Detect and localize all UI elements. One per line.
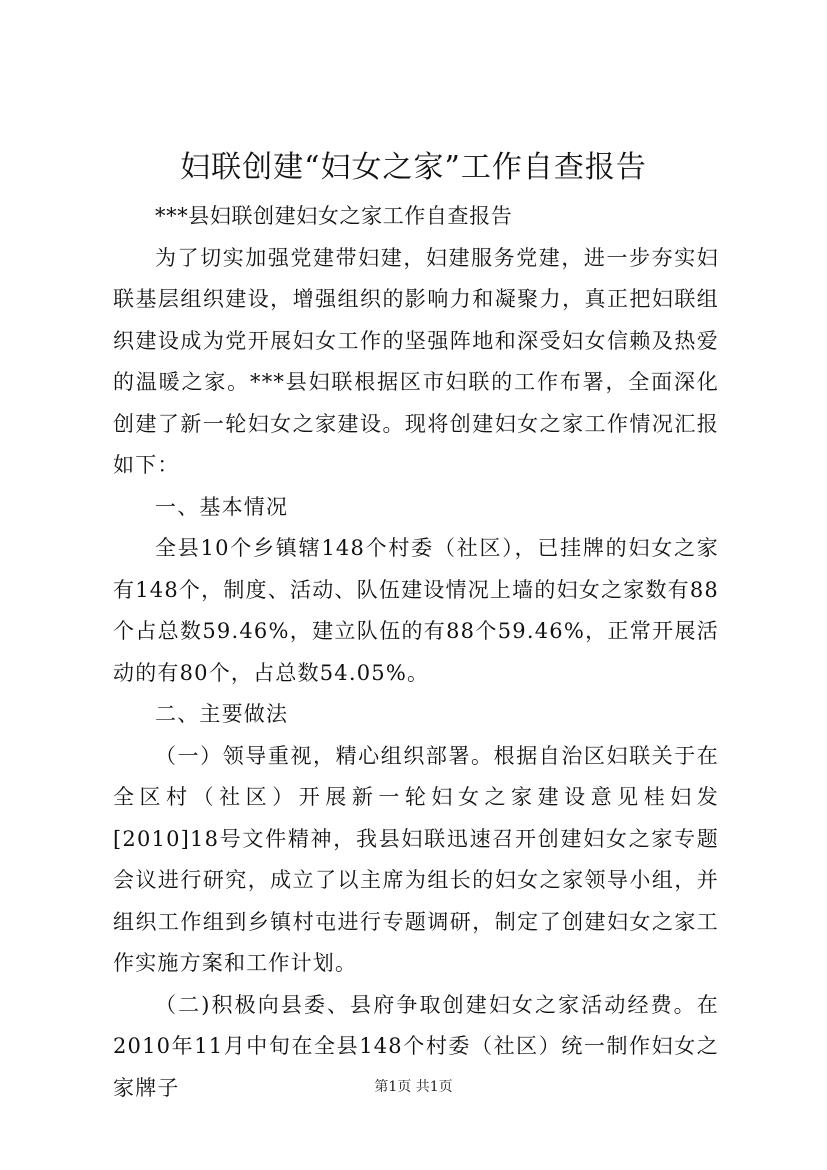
page-footer: 第1页 共1页 [374,1079,453,1095]
practice-one-paragraph: （一）领导重视，精心组织部署。根据自治区妇联关于在全区村（社区）开展新一轮妇女之家建设意见桂妇发[2010]18号文件精神，我县妇联迅速召开创建妇女之家专题会议进行研究，成立了以主席为组长的妇女之家领导小组，并组织工作组到乡镇村屯进行专题调研，制定了创建妇女之家工作实施方案和工作计划。 [113,743,719,975]
intro-paragraph: 为了切实加强党建带妇建，妇建服务党建，进一步夯实妇联基层组织建设，增强组织的影响力和凝聚力，真正把妇联组织建设成为党开展妇女工作的坚强阵地和深受妇女信赖及热爱的温暖之家。***县妇联根据区市妇联的工作布署，全面深化创建了新一轮妇女之家建设。现将创建妇女之家工作情况汇报如下： [113,245,719,477]
practice-two-paragraph: （二)积极向县委、县府争取创建妇女之家活动经费。在2010年11月中旬在全县148个村委（社区）统一制作妇女之家牌子 [113,992,719,1100]
document-body [113,196,719,1109]
basic-situation-paragraph: 全县10个乡镇辖148个村委（社区），已挂牌的妇女之家有148个，制度、活动、队伍建设情况上墙的妇女之家数有88个占总数59.46%，建立队伍的有88个59.46%，正常开展活动的有80个，占总数54.05%。 [113,536,719,685]
document-title: 妇联创建“妇女之家”工作自查报告 [180,150,647,185]
document-subtitle: ***县妇联创建妇女之家工作自查报告 [155,204,513,228]
section-heading-main-practices: 二、主要做法 [155,702,289,726]
section-heading-basic-situation: 一、基本情况 [155,494,289,519]
